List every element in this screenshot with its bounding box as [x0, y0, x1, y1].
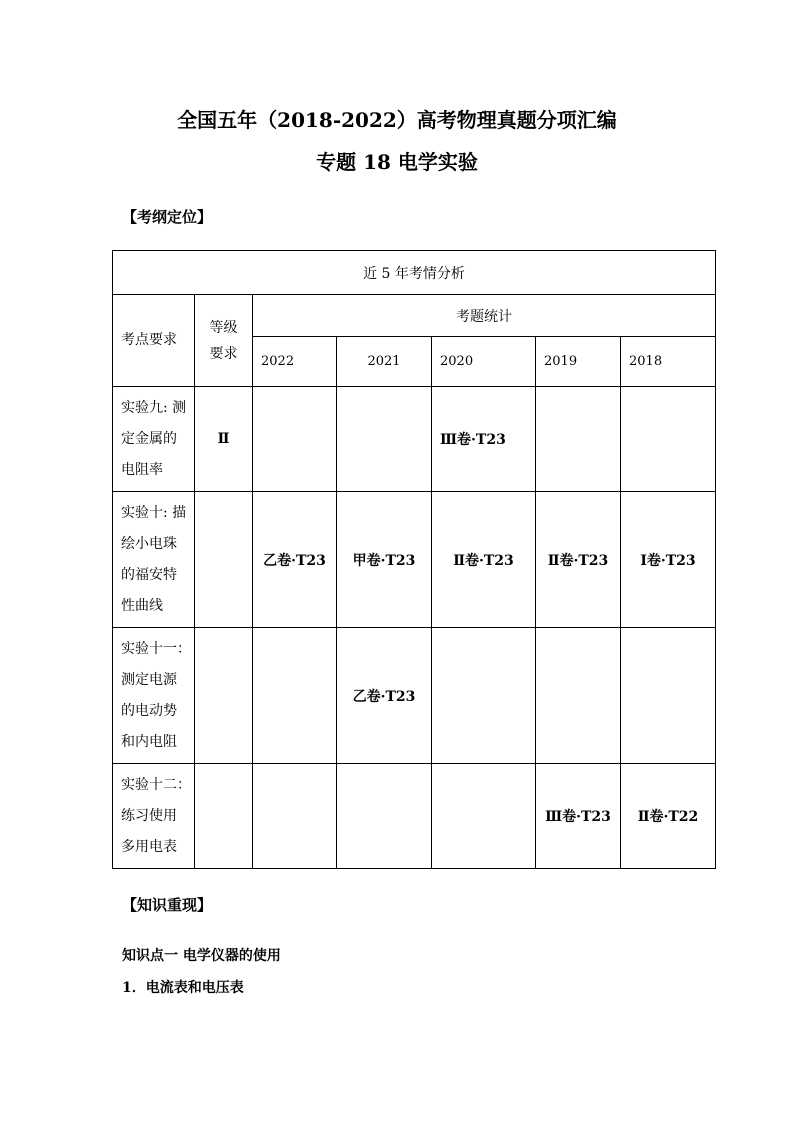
topic-cell: [113, 492, 195, 628]
table-row: [113, 492, 716, 628]
year-header: 2019: [536, 337, 621, 387]
stat-cell: Ⅲ卷·T23: [536, 764, 621, 869]
table-row: [113, 387, 716, 492]
topic-line: 实验十一：: [121, 640, 191, 657]
topic-cell: [113, 628, 195, 764]
level-cell: [195, 492, 253, 628]
topic-line: 实验十二：: [121, 776, 191, 793]
topic-line: 多用电表: [121, 838, 177, 855]
stat-cell: Ⅱ卷·T23: [432, 492, 536, 628]
topic-line: 的福安特: [121, 566, 177, 583]
stat-cell: [253, 387, 337, 492]
stat-cell: Ⅲ卷·T23: [432, 387, 536, 492]
item-heading: 1．电流表和电压表: [122, 980, 244, 996]
stat-cell: [621, 387, 716, 492]
level-cell: [195, 628, 253, 764]
document-title: 全国五年（2018-2022）高考物理真题分项汇编: [177, 108, 617, 132]
topic-line: 绘小电珠: [121, 535, 177, 552]
year-header: 2022: [253, 337, 337, 387]
document-subtitle: 专题 18 电学实验: [316, 150, 478, 174]
stat-cell: [536, 387, 621, 492]
stat-cell: [621, 628, 716, 764]
table-row: [113, 628, 716, 764]
header-level-line1: 等级: [209, 319, 238, 336]
stat-cell: [337, 764, 432, 869]
section-heading-outline: 【考纲定位】: [122, 208, 213, 226]
level-cell: Ⅱ: [195, 387, 253, 492]
topic-line: 实验九: 测: [121, 399, 187, 416]
exam-analysis-table: [112, 250, 716, 869]
stat-cell: [253, 764, 337, 869]
year-header: 2018: [621, 337, 716, 387]
stat-cell: Ⅱ卷·T22: [621, 764, 716, 869]
topic-cell: [113, 387, 195, 492]
stat-cell: 甲卷·T23: [337, 492, 432, 628]
stat-cell: [432, 764, 536, 869]
topic-line: 电阻率: [121, 461, 163, 478]
topic-line: 定金属的: [121, 430, 177, 447]
stat-cell: [536, 628, 621, 764]
knowledge-point-heading: 知识点一 电学仪器的使用: [122, 948, 281, 964]
topic-line: 性曲线: [121, 597, 163, 614]
stat-cell: 乙卷·T23: [337, 628, 432, 764]
header-level-line2: 要求: [209, 345, 238, 362]
header-topic: 考点要求: [113, 295, 195, 387]
stat-cell: [432, 628, 536, 764]
table-row: [113, 764, 716, 869]
topic-line: 和内电阻: [121, 733, 177, 750]
topic-line: 练习使用: [121, 807, 177, 824]
topic-line: 测定电源: [121, 671, 177, 688]
section-heading-knowledge: 【知识重现】: [122, 896, 213, 914]
stat-cell: [337, 387, 432, 492]
stat-cell: Ⅱ卷·T23: [536, 492, 621, 628]
table-caption: 近 5 年考情分析: [113, 251, 716, 295]
stat-cell: Ⅰ卷·T23: [621, 492, 716, 628]
topic-line: 实验十: 描: [121, 504, 187, 521]
topic-line: 的电动势: [121, 702, 177, 719]
header-stats: 考题统计: [253, 295, 716, 337]
year-header: 2020: [432, 337, 536, 387]
level-cell: [195, 764, 253, 869]
header-level: [195, 295, 253, 387]
stat-cell: 乙卷·T23: [253, 492, 337, 628]
topic-cell: [113, 764, 195, 869]
year-header: 2021: [337, 337, 432, 387]
stat-cell: [253, 628, 337, 764]
